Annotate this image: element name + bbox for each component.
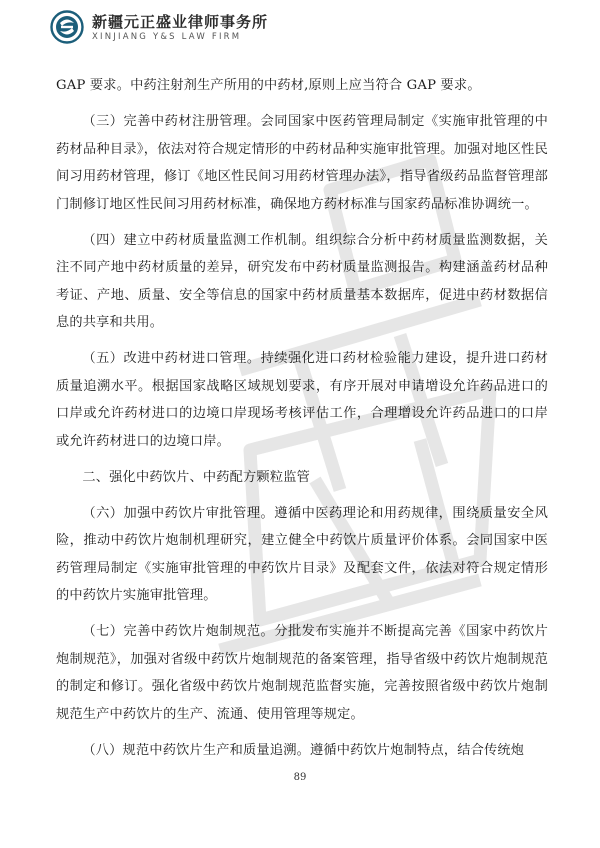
paragraph-section-4: （四）建立中药材质量监测工作机制。组织综合分析中药材质量监测数据，关注不同产地中药材质量的差异，研究发布中药材质量监测报告。构建涵盖药材品种考证、产地、质量、安全等信息的国家中药材质量基本数据库，促进中药材数据信息的共享和共用。 — [56, 232, 548, 330]
paragraph-section-5: （五）改进中药材进口管理。持续强化进口药材检验能力建设，提升进口药材质量追溯水平。根据国家战略区域规划要求，有序开展对申请增设允许药品进口的口岸或允许药材进口的边境口岸现场考核评估工作，合理增设允许药品进口的口岸或允许药材进口的边境口岸。 — [56, 351, 548, 449]
paragraph-section-8: （八）规范中药饮片生产和质量追溯。遵循中药饮片炮制特点，结合传统炮 — [82, 742, 525, 758]
section-heading-2: 二、强化中药饮片、中药配方颗粒监管 — [82, 469, 310, 485]
page-header — [50, 8, 300, 50]
paragraph-section-7: （七）完善中药饮片炮制规范。分批发布实施并不断提高完善《国家中药饮片炮制规范》，加强对省级中药饮片炮制规范的备案管理，指导省级中药饮片炮制规范的制定和修订。强化省级中药饮片炮制规范监督实施，完善按照省级中药饮片炮制规范生产中药饮片的生产、流通、使用管理等规定。 — [56, 624, 548, 722]
page-number: 89 — [293, 772, 307, 783]
firm-name-english: XINJIANG Y&S LAW FIRM — [92, 32, 242, 42]
firm-name-chinese: 新疆元正盛业律师事务所 — [92, 13, 269, 31]
yuanzheng-logo-icon — [50, 10, 84, 44]
document-body — [56, 72, 548, 773]
paragraph-section-6: （六）加强中药饮片审批管理。遵循中医药理论和用药规律，围绕质量安全风险，推动中药饮片炮制机理研究，建立健全中药饮片质量评价体系。会同国家中医药管理局制定《实施审批管理的中药饮片目录》及配套文件，依法对符合规定情形的中药饮片实施审批管理。 — [56, 505, 548, 603]
paragraph-gap-requirement: GAP 要求。中药注射剂生产所用的中药材,原则上应当符合 GAP 要求。 — [56, 78, 481, 93]
paragraph-section-3: （三）完善中药材注册管理。会同国家中医药管理局制定《实施审批管理的中药材品种目录》，依法对符合规定情形的中药材品种实施审批管理。加强对地区性民间习用药材管理，修订《地区性民间习用药材管理办法》，指导省级药品监督管理部门制修订地区性民间习用药材标准，确保地方药材标准与国家药品标准协调统一。 — [56, 114, 548, 212]
